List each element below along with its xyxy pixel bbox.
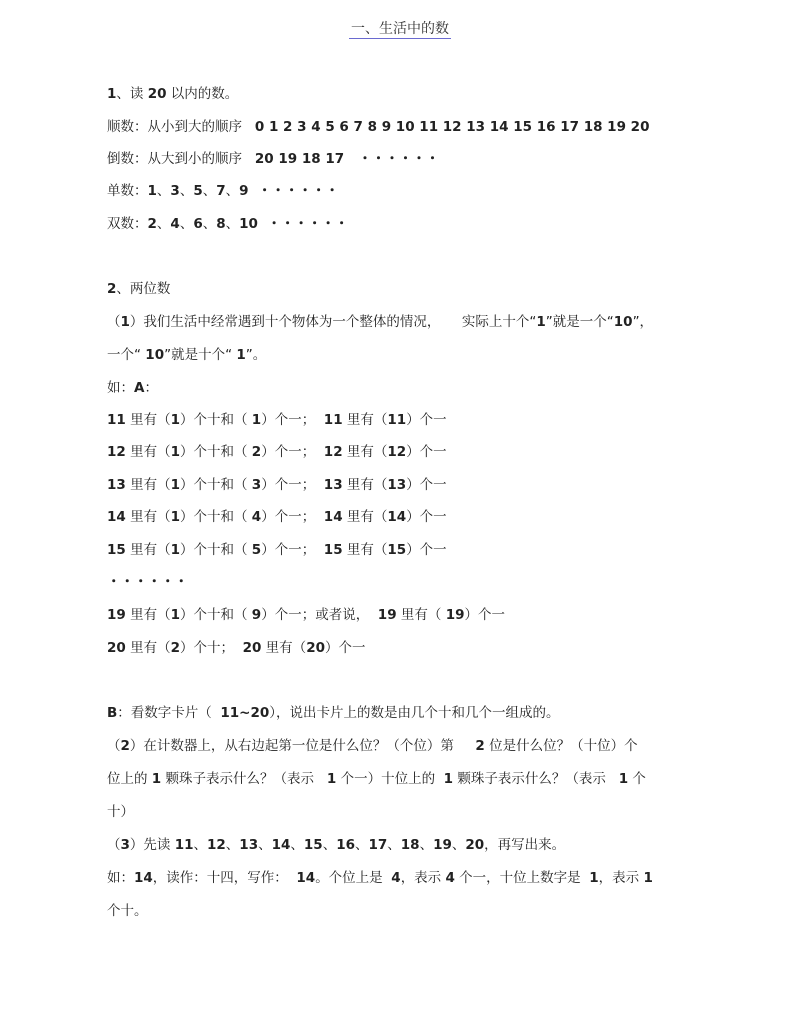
text-segment: 14 <box>323 509 343 525</box>
text-segment: ・・・・・・ <box>248 183 339 199</box>
text-segment: 19 <box>107 607 126 623</box>
text-segment: 里有（ <box>125 640 171 656</box>
text-segment: 14 <box>107 509 126 525</box>
text-segment: ”， <box>632 314 654 330</box>
text-segment: 15 <box>303 837 323 853</box>
text-line <box>107 345 266 365</box>
text-segment: 里有（ <box>342 542 388 558</box>
text-segment: 、 <box>156 183 171 199</box>
text-segment: 1 <box>170 412 180 428</box>
text-line <box>107 835 565 855</box>
text-segment: 10 <box>145 347 165 363</box>
text-line <box>107 540 447 560</box>
text-line <box>107 117 649 137</box>
text-segment: ）个十和（ <box>180 607 252 623</box>
text-segment: 0 1 2 3 4 5 6 7 8 9 10 11 12 13 14 15 16 17 18 19 20 <box>254 119 650 135</box>
text-segment: 1 <box>536 314 546 330</box>
document-title-text: 一、生活中的数 <box>351 21 449 37</box>
text-segment: 19 <box>433 837 452 853</box>
text-segment: 1 <box>443 771 454 787</box>
text-segment: ）个一； <box>261 509 324 525</box>
text-segment: 双数： <box>107 216 148 232</box>
text-segment: （ <box>107 837 121 853</box>
text-segment: ”就是十个“ <box>164 347 237 363</box>
text-segment: 15 <box>323 542 343 558</box>
text-line <box>107 736 638 756</box>
text-segment: 个十。 <box>107 903 148 919</box>
text-line <box>107 279 170 299</box>
text-segment: 10 <box>613 314 633 330</box>
text-segment: 里有（ <box>342 509 388 525</box>
text-segment: ）个一 <box>406 444 447 460</box>
text-segment: 倒数：从大到小的顺序 <box>107 151 255 167</box>
text-line <box>107 149 439 169</box>
text-line <box>107 572 188 592</box>
text-segment: 顺数：从小到大的顺序 <box>107 119 255 135</box>
text-segment: 里有（ <box>125 477 171 493</box>
text-segment: 、两位数 <box>116 281 171 297</box>
text-segment: 、 <box>322 837 337 853</box>
text-segment: 、 <box>225 216 240 232</box>
text-segment: 、 <box>202 216 217 232</box>
text-segment: 1 <box>643 870 653 886</box>
text-segment: ）个一 <box>406 509 447 525</box>
document-title <box>0 18 800 38</box>
text-segment: 14 <box>271 837 291 853</box>
text-segment: 4 <box>445 870 455 886</box>
text-segment: ）个十； <box>180 640 243 656</box>
text-line <box>107 507 447 527</box>
text-segment: 2 <box>107 281 117 297</box>
text-line <box>107 442 447 462</box>
text-segment: ）个一； <box>261 477 324 493</box>
text-segment: 3 <box>170 183 180 199</box>
text-segment: 2 <box>147 216 157 232</box>
text-segment: 20 19 18 17 ・・・・・・ <box>254 151 440 167</box>
text-segment: ）个十和（ <box>180 444 252 460</box>
text-segment: 1 <box>170 509 180 525</box>
text-segment: 个 <box>628 771 646 787</box>
text-segment: 1 <box>170 607 180 623</box>
text-segment: ）个一； <box>261 542 324 558</box>
text-segment: 16 <box>336 837 355 853</box>
text-segment: 4 <box>391 870 401 886</box>
text-line <box>107 605 505 625</box>
text-segment: 、 <box>354 837 369 853</box>
text-segment: 、 <box>156 216 171 232</box>
text-segment: 20 <box>465 837 485 853</box>
text-segment: ）个十和（ <box>180 542 252 558</box>
text-segment: 8 <box>216 216 226 232</box>
text-segment: 、 <box>179 183 194 199</box>
text-segment: ： <box>144 380 158 396</box>
text-line <box>107 901 148 921</box>
text-line <box>107 638 365 658</box>
text-segment: ”就是一个“ <box>545 314 614 330</box>
text-segment: 个一，十位上数字是 <box>454 870 590 886</box>
text-segment: ）个一 <box>324 640 366 656</box>
text-segment: ”。 <box>245 347 267 363</box>
text-segment: 13 <box>387 477 407 493</box>
text-segment: 4 <box>170 216 180 232</box>
text-segment: 1 <box>251 412 262 428</box>
text-segment: 5 <box>251 542 262 558</box>
text-segment: 1 <box>170 542 180 558</box>
text-segment: 15 <box>387 542 407 558</box>
text-segment: ）个一 <box>406 412 447 428</box>
text-line <box>107 703 560 723</box>
text-segment: 2 <box>170 640 180 656</box>
text-segment: 11 <box>174 837 194 853</box>
text-segment: 、 <box>202 183 217 199</box>
text-segment: 14 <box>296 870 316 886</box>
text-segment: 1 <box>147 183 157 199</box>
text-segment: 1 <box>326 771 337 787</box>
text-segment: ），说出卡片上的数是由几个十和几个一组成的。 <box>269 705 560 721</box>
text-segment: 、 <box>290 837 304 853</box>
text-line <box>107 84 238 104</box>
text-segment: 13 <box>239 837 259 853</box>
text-segment: 里有（ <box>125 509 171 525</box>
text-segment: 5 <box>193 183 203 199</box>
text-segment: ）个一； <box>261 444 324 460</box>
text-line <box>107 769 646 789</box>
text-segment: ）个一 <box>406 477 447 493</box>
text-segment: 里有（ <box>125 542 171 558</box>
text-segment: 如： <box>107 380 134 396</box>
text-segment: 、 <box>225 183 240 199</box>
text-segment: 里有（ <box>396 607 446 623</box>
text-segment: 11 <box>323 412 343 428</box>
text-segment: 1 <box>236 347 246 363</box>
text-segment: 12 <box>107 444 126 460</box>
text-segment: 14 <box>134 870 153 886</box>
text-segment: ）个一 <box>464 607 505 623</box>
text-segment: 、 <box>258 837 272 853</box>
text-segment: 、 <box>419 837 434 853</box>
text-segment: 、 <box>387 837 401 853</box>
text-segment: 19 <box>445 607 465 623</box>
text-segment: 13 <box>107 477 126 493</box>
text-segment: 15 <box>107 542 126 558</box>
text-segment: 13 <box>323 477 343 493</box>
text-segment: 11~20 <box>220 705 270 721</box>
text-line <box>107 214 348 234</box>
text-segment: ，表示 <box>598 870 644 886</box>
text-segment: 1 <box>618 771 629 787</box>
text-segment: （ <box>107 738 121 754</box>
text-segment: 单数： <box>107 183 148 199</box>
text-segment: 1 <box>170 477 180 493</box>
text-segment: 如： <box>107 870 134 886</box>
text-segment: 1 <box>120 314 130 330</box>
text-segment: ，表示 <box>400 870 446 886</box>
text-segment: 颗珠子表示什么？（表示 <box>161 771 327 787</box>
text-segment: ）个十和（ <box>180 477 252 493</box>
text-segment: ・・・・・・ <box>257 216 349 232</box>
text-line <box>107 802 134 822</box>
text-line <box>107 378 158 398</box>
text-segment: 个一）十位上的 <box>336 771 444 787</box>
text-segment: 9 <box>251 607 262 623</box>
text-segment: 3 <box>120 837 130 853</box>
text-segment: 位上的 <box>107 771 152 787</box>
text-segment: （ <box>107 314 121 330</box>
text-segment: 、读 <box>116 86 148 102</box>
text-segment: 20 <box>306 640 325 656</box>
text-segment: ・・・・・・ <box>107 574 188 590</box>
text-segment: 里有（ <box>342 412 388 428</box>
text-segment: ）个一； <box>261 412 324 428</box>
text-segment: 位是什么位？（十位）个 <box>484 738 638 754</box>
text-line <box>107 181 339 201</box>
text-segment: 18 <box>400 837 420 853</box>
text-segment: 里有（ <box>342 444 388 460</box>
text-line <box>107 868 653 888</box>
text-segment: 12 <box>323 444 343 460</box>
text-segment: 颗珠子表示什么？（表示 <box>453 771 619 787</box>
text-segment: 2 <box>475 738 485 754</box>
text-segment: 一个“ <box>107 347 146 363</box>
text-segment: ）个一 <box>406 542 447 558</box>
text-segment: 里有（ <box>125 412 171 428</box>
text-segment: 3 <box>251 477 262 493</box>
text-segment: 10 <box>239 216 258 232</box>
text-segment: 里有（ <box>342 477 388 493</box>
text-segment: ）在计数器上，从右边起第一位是什么位？（个位）第 <box>129 738 476 754</box>
text-segment: 1 <box>151 771 162 787</box>
text-segment: ）个十和（ <box>180 509 252 525</box>
text-segment: ）个十和（ <box>180 412 252 428</box>
text-segment: 11 <box>387 412 407 428</box>
text-segment: ，再写出来。 <box>484 837 566 853</box>
text-segment: 9 <box>239 183 249 199</box>
text-segment: B <box>107 705 118 721</box>
text-segment: 。个位上是 <box>315 870 392 886</box>
text-segment: ）我们生活中经常遇到十个物体为一个整体的情况， 实际上十个“ <box>129 314 537 330</box>
text-segment: 2 <box>251 444 262 460</box>
text-segment: 20 <box>242 640 262 656</box>
text-segment: ）先读 <box>129 837 175 853</box>
text-segment: 1 <box>170 444 180 460</box>
text-segment: 、 <box>451 837 466 853</box>
text-segment: ，读作：十四，写作： <box>152 870 297 886</box>
text-segment: 19 <box>377 607 397 623</box>
text-segment: 14 <box>387 509 407 525</box>
text-segment: 7 <box>216 183 226 199</box>
text-segment: 20 <box>107 640 126 656</box>
text-segment: 1 <box>589 870 599 886</box>
text-segment: ）个一；或者说， <box>261 607 378 623</box>
text-segment: ：看数字卡片（ <box>117 705 221 721</box>
text-segment: A <box>134 380 145 396</box>
text-segment: 2 <box>120 738 130 754</box>
text-segment: 里有（ <box>125 444 171 460</box>
text-segment: 十） <box>107 804 134 820</box>
text-segment: 20 <box>147 86 167 102</box>
text-segment: 12 <box>387 444 407 460</box>
text-segment: 11 <box>107 412 126 428</box>
text-segment: 1 <box>107 86 117 102</box>
text-segment: 12 <box>207 837 226 853</box>
text-line <box>107 410 447 430</box>
text-segment: 里有（ <box>125 607 171 623</box>
text-segment: 、 <box>193 837 207 853</box>
text-segment: 、 <box>225 837 240 853</box>
text-line <box>107 312 653 332</box>
text-segment: 、 <box>179 216 194 232</box>
text-segment: 里有（ <box>261 640 307 656</box>
text-segment: 以内的数。 <box>166 86 239 102</box>
text-segment: 17 <box>368 837 388 853</box>
text-segment: 4 <box>251 509 262 525</box>
text-line <box>107 475 447 495</box>
text-segment: 6 <box>193 216 203 232</box>
